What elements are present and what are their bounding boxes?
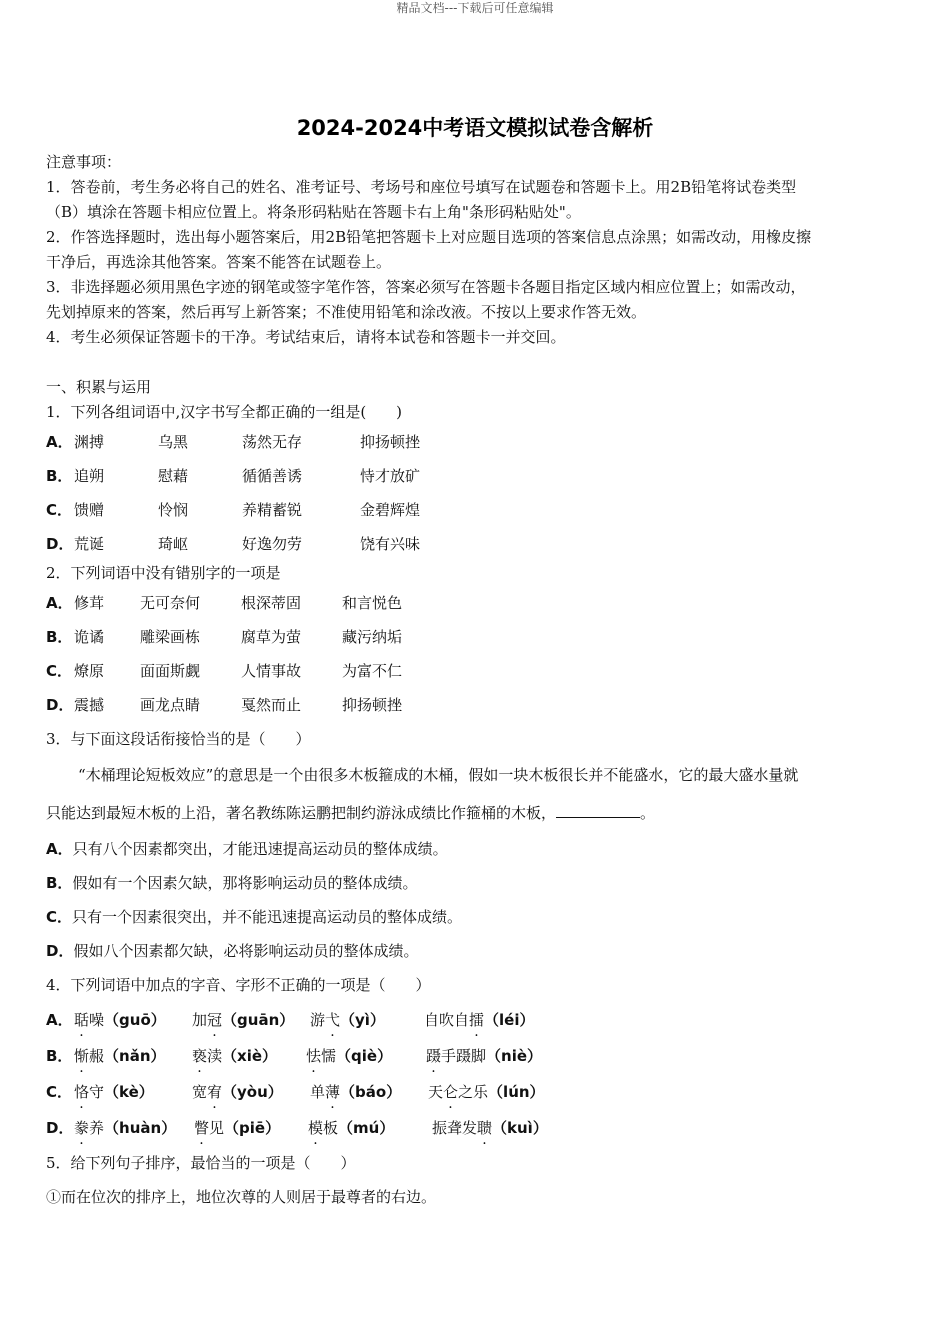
- option-word: 金碧辉煌: [360, 501, 421, 519]
- question-3-option-b[interactable]: [46, 866, 908, 900]
- notice-line: 2．作答选择题时，选出每小题答案后，用2B铅笔把答题卡上对应题目选项的答案信息点涂黑；如需改动，用橡皮擦: [46, 228, 812, 246]
- question-3-passage-line: “木桶理论短板效应”的意思是一个由很多木板箍成的木桶，假如一块木板很长并不能盛水，它的最大盛水量就: [78, 766, 799, 784]
- question-4-option-d[interactable]: [46, 1110, 908, 1146]
- option-word: 好逸勿劳: [242, 535, 303, 553]
- question-3-passage-line: [46, 794, 908, 832]
- option-label: C．: [46, 1083, 73, 1101]
- option-word: 荒诞: [74, 535, 105, 553]
- option-label: D．: [46, 1119, 74, 1137]
- section-heading: 一、积累与运用: [46, 378, 152, 396]
- answer-blank[interactable]: [556, 803, 640, 818]
- notice-line: 干净后，再选涂其他答案。答案不能答在试题卷上。: [46, 253, 392, 271]
- pinyin-item: 聒噪（guō）: [74, 1011, 166, 1029]
- question-2-option-d[interactable]: [46, 688, 908, 722]
- option-text: 只有八个因素都突出，才能迅速提高运动员的整体成绩。: [72, 840, 448, 858]
- option-label: C．: [46, 908, 73, 926]
- option-word: 根深蒂固: [241, 594, 302, 612]
- question-2-option-c[interactable]: [46, 654, 908, 688]
- question-4-option-c[interactable]: [46, 1074, 908, 1110]
- option-word: 馈赠: [74, 501, 105, 519]
- question-3-option-d[interactable]: [46, 934, 908, 968]
- pinyin-item: 亵渎（xiè）: [192, 1047, 278, 1065]
- option-label: A．: [46, 433, 73, 451]
- notice-heading: 注意事项：: [46, 153, 122, 171]
- pinyin-item: 游弋（yì）: [310, 1011, 385, 1029]
- option-word: 藏污纳垢: [342, 628, 403, 646]
- option-word: 诡谲: [74, 628, 105, 646]
- question-2-option-a[interactable]: [46, 586, 908, 620]
- notice-line: 先划掉原来的答案，然后再写上新答案；不准使用铅笔和涂改液。不按以上要求作答无效。: [46, 303, 647, 321]
- exam-content: [46, 150, 908, 1214]
- option-label: D．: [46, 942, 74, 960]
- option-word: 画龙点睛: [140, 696, 201, 714]
- question-1-stem: 1．下列各组词语中,汉字书写全都正确的一组是( ): [46, 403, 403, 421]
- option-word: 琦岖: [158, 535, 189, 553]
- option-label: C．: [46, 501, 73, 519]
- question-3-stem: 3．与下面这段话衔接恰当的是（ ）: [46, 730, 311, 748]
- option-word: 怜悯: [158, 501, 189, 519]
- option-label: A．: [46, 840, 73, 858]
- question-2-stem: 2．下列词语中没有错别字的一项是: [46, 564, 281, 582]
- question-4-option-a[interactable]: [46, 1002, 908, 1038]
- question-1-option-d[interactable]: [46, 527, 908, 561]
- option-text: 只有一个因素很突出，并不能迅速提高运动员的整体成绩。: [72, 908, 463, 926]
- option-label: A．: [46, 594, 73, 612]
- pinyin-item: 恪守（kè）: [74, 1083, 154, 1101]
- pinyin-item: 加冠（guān）: [192, 1011, 295, 1029]
- option-text: 假如有一个因素欠缺，那将影响运动员的整体成绩。: [72, 874, 418, 892]
- option-word: 渊搏: [74, 433, 105, 451]
- pinyin-item: 豢养（huàn）: [74, 1119, 177, 1137]
- option-word: 燎原: [74, 662, 105, 680]
- page-title: 2024-2024中考语文模拟试卷含解析: [296, 116, 654, 140]
- pinyin-item: 单薄（báo）: [310, 1083, 402, 1101]
- pinyin-item: 自吹自擂（léi）: [424, 1011, 535, 1029]
- option-label: D．: [46, 535, 74, 553]
- option-word: 慰藉: [158, 467, 189, 485]
- option-word: 为富不仁: [342, 662, 403, 680]
- pinyin-item: 怯懦（qiè）: [306, 1047, 393, 1065]
- pinyin-item: 蹑手蹑脚（niè）: [426, 1047, 543, 1065]
- option-label: D．: [46, 696, 74, 714]
- question-5-sentence: ①而在位次的排序上，地位次尊的人则居于最尊者的右边。: [46, 1188, 437, 1206]
- pinyin-item: 瞥见（piē）: [194, 1119, 281, 1137]
- option-label: A．: [46, 1011, 73, 1029]
- passage-end: 。: [640, 804, 656, 822]
- pinyin-item: 宽宥（yòu）: [192, 1083, 283, 1101]
- option-text: 假如八个因素都欠缺，必将影响运动员的整体成绩。: [73, 942, 419, 960]
- option-word: 无可奈何: [140, 594, 201, 612]
- option-word: 和言悦色: [342, 594, 403, 612]
- question-3-option-c[interactable]: [46, 900, 908, 934]
- notice-line: 3．非选择题必须用黑色字迹的钢笔或签字笔作答，答案必须写在答题卡各题目指定区域内相应位置上；如需改动，: [46, 278, 806, 296]
- option-word: 养精蓄锐: [242, 501, 303, 519]
- pinyin-item: 天仑之乐（lún）: [428, 1083, 545, 1101]
- question-1-option-a[interactable]: [46, 425, 908, 459]
- option-word: 面面斯觑: [140, 662, 201, 680]
- option-word: 震撼: [74, 696, 105, 714]
- question-5-stem: 5．给下列句子排序，最恰当的一项是（ ）: [46, 1154, 356, 1172]
- pinyin-item: 惭赧（nǎn）: [74, 1047, 166, 1065]
- question-2-option-b[interactable]: [46, 620, 908, 654]
- option-word: 修茸: [74, 594, 105, 612]
- page-header: 精品文档---下载后可任意编辑: [396, 1, 554, 15]
- option-label: B．: [46, 628, 73, 646]
- option-word: 饶有兴味: [360, 535, 421, 553]
- pinyin-item: 振聋发聩（kuì）: [432, 1119, 548, 1137]
- option-word: 戛然而止: [241, 696, 302, 714]
- question-3-option-a[interactable]: [46, 832, 908, 866]
- option-word: 雕梁画栋: [140, 628, 201, 646]
- option-label: B．: [46, 467, 73, 485]
- option-word: 循循善诱: [242, 467, 303, 485]
- pinyin-item: 模板（mú）: [308, 1119, 395, 1137]
- question-4-stem: 4．下列词语中加点的字音、字形不正确的一项是（ ）: [46, 976, 431, 994]
- option-label: B．: [46, 1047, 73, 1065]
- option-word: 抑扬顿挫: [360, 433, 421, 451]
- notice-line: 4．考生必须保证答题卡的干净。考试结束后，请将本试卷和答题卡一并交回。: [46, 328, 566, 346]
- option-label: C．: [46, 662, 73, 680]
- option-word: 恃才放矿: [360, 467, 421, 485]
- option-word: 人情事故: [241, 662, 302, 680]
- passage-text: 只能达到最短木板的上沿，著名教练陈运鹏把制约游泳成绩比作箍桶的木板，: [46, 804, 557, 822]
- option-word: 荡然无存: [242, 433, 303, 451]
- option-label: B．: [46, 874, 73, 892]
- notice-line: （B）填涂在答题卡相应位置上。将条形码粘贴在答题卡右上角"条形码粘贴处"。: [46, 203, 581, 221]
- option-word: 腐草为萤: [241, 628, 302, 646]
- option-word: 追朔: [74, 467, 105, 485]
- option-word: 乌黑: [158, 433, 189, 451]
- question-1-option-c[interactable]: [46, 493, 908, 527]
- notice-line: 1．答卷前，考生务必将自己的姓名、准考证号、考场号和座位号填写在试题卷和答题卡上。用2B铅笔将试卷类型: [46, 178, 797, 196]
- option-word: 抑扬顿挫: [342, 696, 403, 714]
- question-1-option-b[interactable]: [46, 459, 908, 493]
